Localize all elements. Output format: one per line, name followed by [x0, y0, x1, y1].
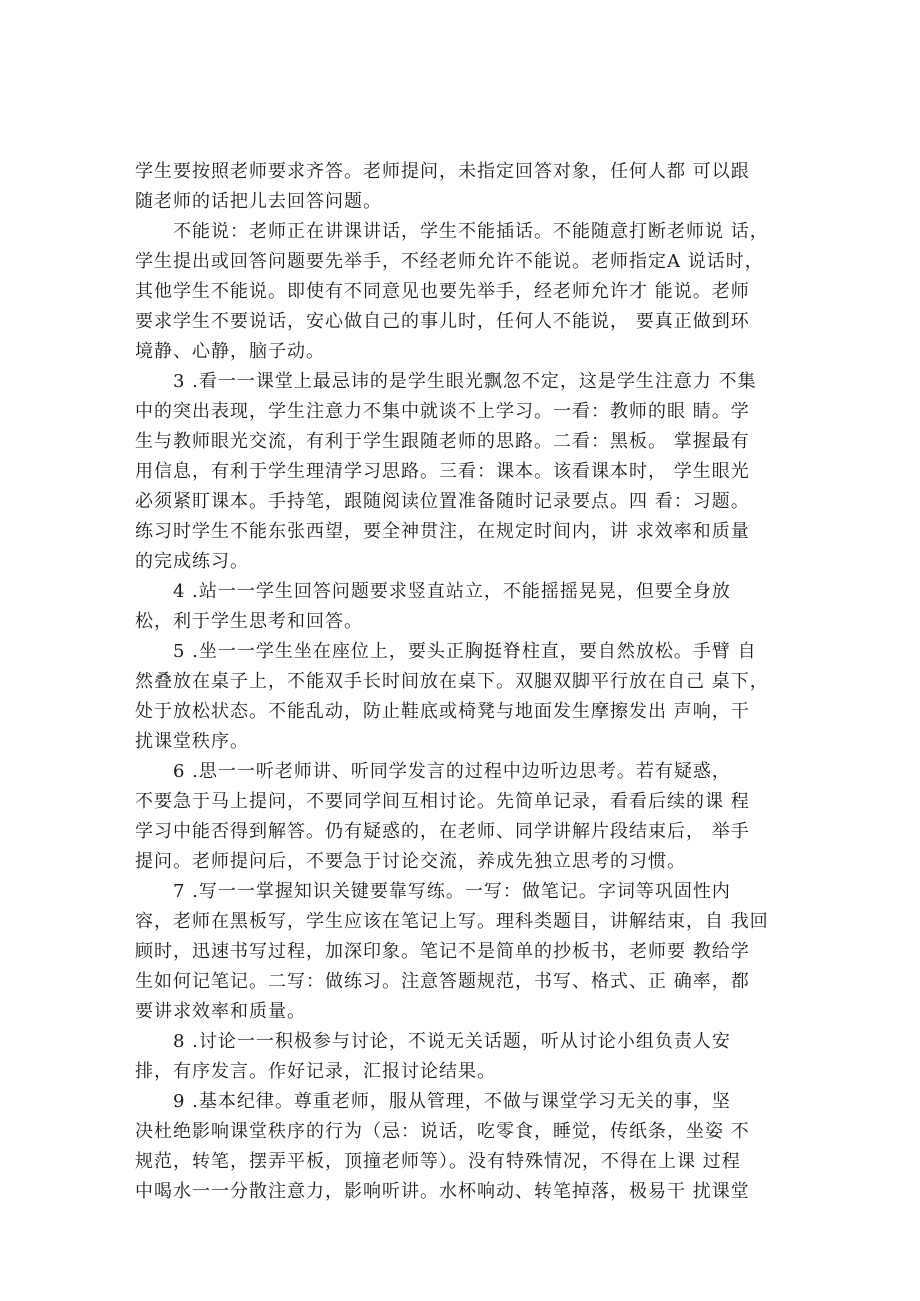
text-line: 的完成练习。	[135, 551, 249, 572]
text-line: 决杜绝影响课堂秩序的行为（忌：说话，吃零食，睡觉，传纸条，坐姿 不	[135, 1121, 750, 1142]
text-line: 6 .思一一听老师讲、听同学发言的过程中边听边思考。若有疑惑，	[173, 761, 731, 782]
text-line: 然叠放在桌子上，不能双手长时间放在桌下。双腿双脚平行放在自己 桌下，	[135, 671, 769, 692]
text-line: 其他学生不能说。即使有不同意见也要先举手，经老师允许才 能说。老师	[135, 281, 750, 302]
text-line: 练习时学生不能东张西望，要全神贯注，在规定时间内，讲 求效率和质量	[135, 521, 750, 542]
text-line: 处于放松状态。不能乱动，防止鞋底或椅凳与地面发生摩擦发出 声响，干	[135, 701, 750, 722]
text-line: 学生要按照老师要求齐答。老师提问，未指定回答对象，任何人都 可以跟	[135, 161, 750, 182]
text-line: 随老师的话把儿去回答问题。	[135, 191, 382, 212]
text-line: 排，有序发言。作好记录，汇报讨论结果。	[135, 1061, 496, 1082]
text-line: 提问。老师提问后，不要急于讨论交流，养成先独立思考的习惯。	[135, 851, 686, 872]
text-line: 扰课堂秩序。	[135, 731, 249, 752]
text-line: 要求学生不要说话，安心做自己的事儿时，任何人不能说， 要真正做到环	[135, 311, 750, 332]
text-line: 顾时，迅速书写过程，加深印象。笔记不是简单的抄板书，老师要 教给学	[135, 941, 750, 962]
text-line: 用信息，有利于学生理清学习思路。三看：课本。该看课本时， 学生眼光	[135, 461, 750, 482]
text-line: 生与教师眼光交流，有利于学生跟随老师的思路。二看：黑板。 掌握最有	[135, 431, 750, 452]
text-line: 7 .写一一掌握知识关键要靠写练。一写：做笔记。字词等巩固性内	[173, 881, 731, 902]
text-line: 学生提出或回答问题要先举手，不经老师允许不能说。老师指定A 说话时，	[135, 251, 764, 272]
text-line: 9 .基本纪律。尊重老师，服从管理，不做与课堂学习无关的事，坚	[173, 1091, 731, 1112]
text-line: 境静、心静，脑子动。	[135, 341, 325, 362]
text-line: 容，老师在黑板写，学生应该在笔记上写。理科类题目，讲解结束，自 我回	[135, 911, 769, 932]
text-line: 松，利于学生思考和回答。	[135, 611, 363, 632]
text-line: 生如何记笔记。二写：做练习。注意答题规范，书写、格式、正 确率，都	[135, 971, 750, 992]
text-line: 中的突出表现，学生注意力不集中就谈不上学习。一看：教师的眼 睛。学	[135, 401, 750, 422]
text-line: 规范，转笔，摆弄平板，顶撞老师等）。没有特殊情况，不得在上课 过程	[135, 1151, 741, 1172]
text-line: 学习中能否得到解答。仍有疑惑的，在老师、同学讲解片段结束后， 举手	[135, 821, 750, 842]
body-text	[135, 157, 785, 1207]
text-line: 必须紧盯课本。手持笔，跟随阅读位置准备随时记录要点。四 看：习题。	[135, 491, 750, 512]
text-line: 中喝水一一分散注意力，影响听讲。水杯响动、转笔掉落，极易干 扰课堂	[135, 1181, 750, 1202]
text-line: 3 .看一一课堂上最忌讳的是学生眼光飘忽不定，这是学生注意力 不集	[173, 371, 757, 392]
text-line: 不要急于马上提问，不要同学间互相讨论。先简单记录，看看后续的课 程	[135, 791, 750, 812]
text-line: 5 .坐一一学生坐在座位上，要头正胸挺脊柱直，要自然放松。手臂 自	[173, 641, 757, 662]
text-line: 8 .讨论一一积极参与讨论，不说无关话题，听从讨论小组负责人安	[173, 1031, 731, 1052]
text-line: 要讲求效率和质量。	[135, 1001, 306, 1022]
text-line: 不能说：老师正在讲课讲话，学生不能插话。不能随意打断老师说 话，	[173, 221, 769, 242]
text-line: 4 .站一一学生回答问题要求竖直站立，不能摇摇晃晃，但要全身放	[173, 581, 731, 602]
